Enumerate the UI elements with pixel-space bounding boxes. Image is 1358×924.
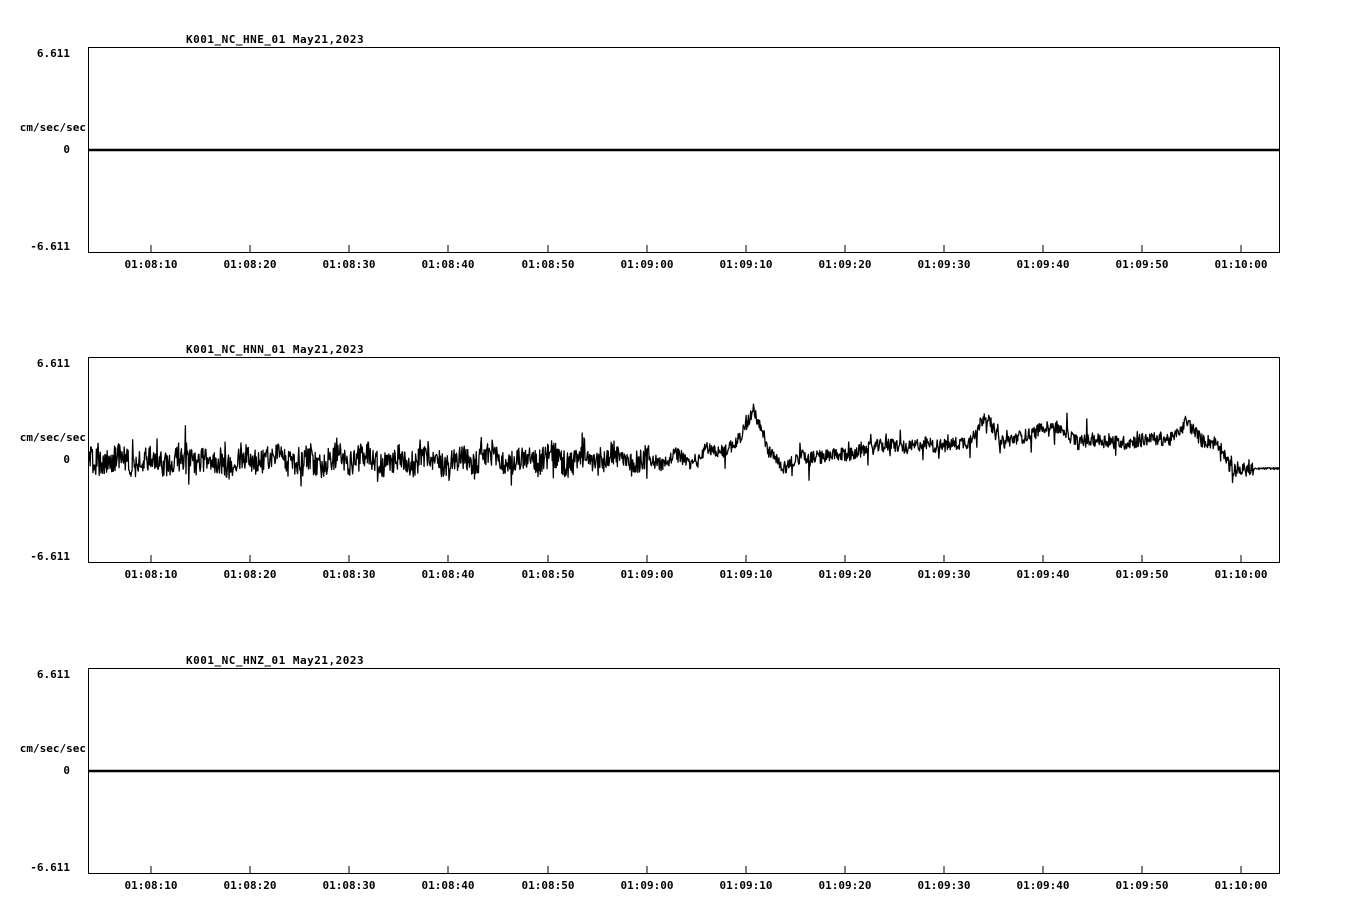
xticklabel: 01:08:50 [521, 568, 575, 581]
xticklabel: 01:09:50 [1115, 879, 1169, 892]
xticklabel: 01:09:40 [1016, 568, 1070, 581]
panel-hne-ytick-top: 6.611 [36, 47, 70, 60]
xticklabel: 01:09:20 [818, 258, 872, 271]
panel-hnn-ytick-top: 6.611 [36, 357, 70, 370]
panel-hnz-trace [89, 669, 1279, 873]
xticklabel: 01:10:00 [1214, 258, 1268, 271]
xticklabel: 01:09:30 [917, 568, 971, 581]
xticklabel: 01:08:50 [521, 258, 575, 271]
xticklabel: 01:08:20 [223, 568, 277, 581]
xticklabel: 01:09:50 [1115, 258, 1169, 271]
panel-hnn [0, 305, 1358, 605]
xticklabel: 01:09:00 [620, 258, 674, 271]
panel-hnz-ytick-bottom: -6.611 [30, 861, 70, 874]
panel-hne-ytick-mid: 0 [63, 143, 70, 156]
xticklabel: 01:08:40 [421, 258, 475, 271]
panel-hne-xaxis [88, 258, 1280, 272]
panel-hnn-xaxis [88, 568, 1280, 582]
panel-hne-ylabel: cm/sec/sec [19, 121, 86, 134]
xticklabel: 01:09:00 [620, 879, 674, 892]
panel-hne-ytick-bottom: -6.611 [30, 240, 70, 253]
xticklabel: 01:08:30 [322, 568, 376, 581]
xticklabel: 01:09:50 [1115, 568, 1169, 581]
xticklabel: 01:09:20 [818, 879, 872, 892]
panel-hne-title: K001_NC_HNE_01 May21,2023 [186, 33, 365, 46]
xticklabel: 01:09:30 [917, 879, 971, 892]
panel-hnz-ytick-mid: 0 [63, 764, 70, 777]
panel-hne [0, 0, 1358, 300]
xticklabel: 01:08:30 [322, 879, 376, 892]
panel-hnn-ylabel: cm/sec/sec [19, 431, 86, 444]
xticklabel: 01:09:10 [719, 568, 773, 581]
xticklabel: 01:10:00 [1214, 879, 1268, 892]
panel-hnz-plot[interactable] [88, 668, 1280, 874]
panel-hnn-trace [89, 358, 1279, 562]
panel-hnn-title: K001_NC_HNN_01 May21,2023 [186, 343, 365, 356]
xticklabel: 01:09:30 [917, 258, 971, 271]
panel-hne-trace [89, 48, 1279, 252]
panel-hnz-ytick-top: 6.611 [36, 668, 70, 681]
xticklabel: 01:08:10 [124, 568, 178, 581]
xticklabel: 01:09:00 [620, 568, 674, 581]
xticklabel: 01:08:40 [421, 568, 475, 581]
xticklabel: 01:08:10 [124, 258, 178, 271]
xticklabel: 01:08:40 [421, 879, 475, 892]
panel-hnn-plot[interactable] [88, 357, 1280, 563]
xticklabel: 01:09:40 [1016, 879, 1070, 892]
xticklabel: 01:09:40 [1016, 258, 1070, 271]
panel-hnz [0, 612, 1358, 912]
xticklabel: 01:09:10 [719, 258, 773, 271]
panel-hnz-xaxis [88, 879, 1280, 893]
xticklabel: 01:09:20 [818, 568, 872, 581]
panel-hnz-title: K001_NC_HNZ_01 May21,2023 [186, 654, 365, 667]
xticklabel: 01:10:00 [1214, 568, 1268, 581]
panel-hne-plot[interactable] [88, 47, 1280, 253]
panel-hnn-ytick-mid: 0 [63, 453, 70, 466]
xticklabel: 01:08:20 [223, 879, 277, 892]
xticklabel: 01:08:20 [223, 258, 277, 271]
xticklabel: 01:09:10 [719, 879, 773, 892]
panel-hnn-ytick-bottom: -6.611 [30, 550, 70, 563]
panel-hnz-ylabel: cm/sec/sec [19, 742, 86, 755]
xticklabel: 01:08:50 [521, 879, 575, 892]
xticklabel: 01:08:10 [124, 879, 178, 892]
xticklabel: 01:08:30 [322, 258, 376, 271]
